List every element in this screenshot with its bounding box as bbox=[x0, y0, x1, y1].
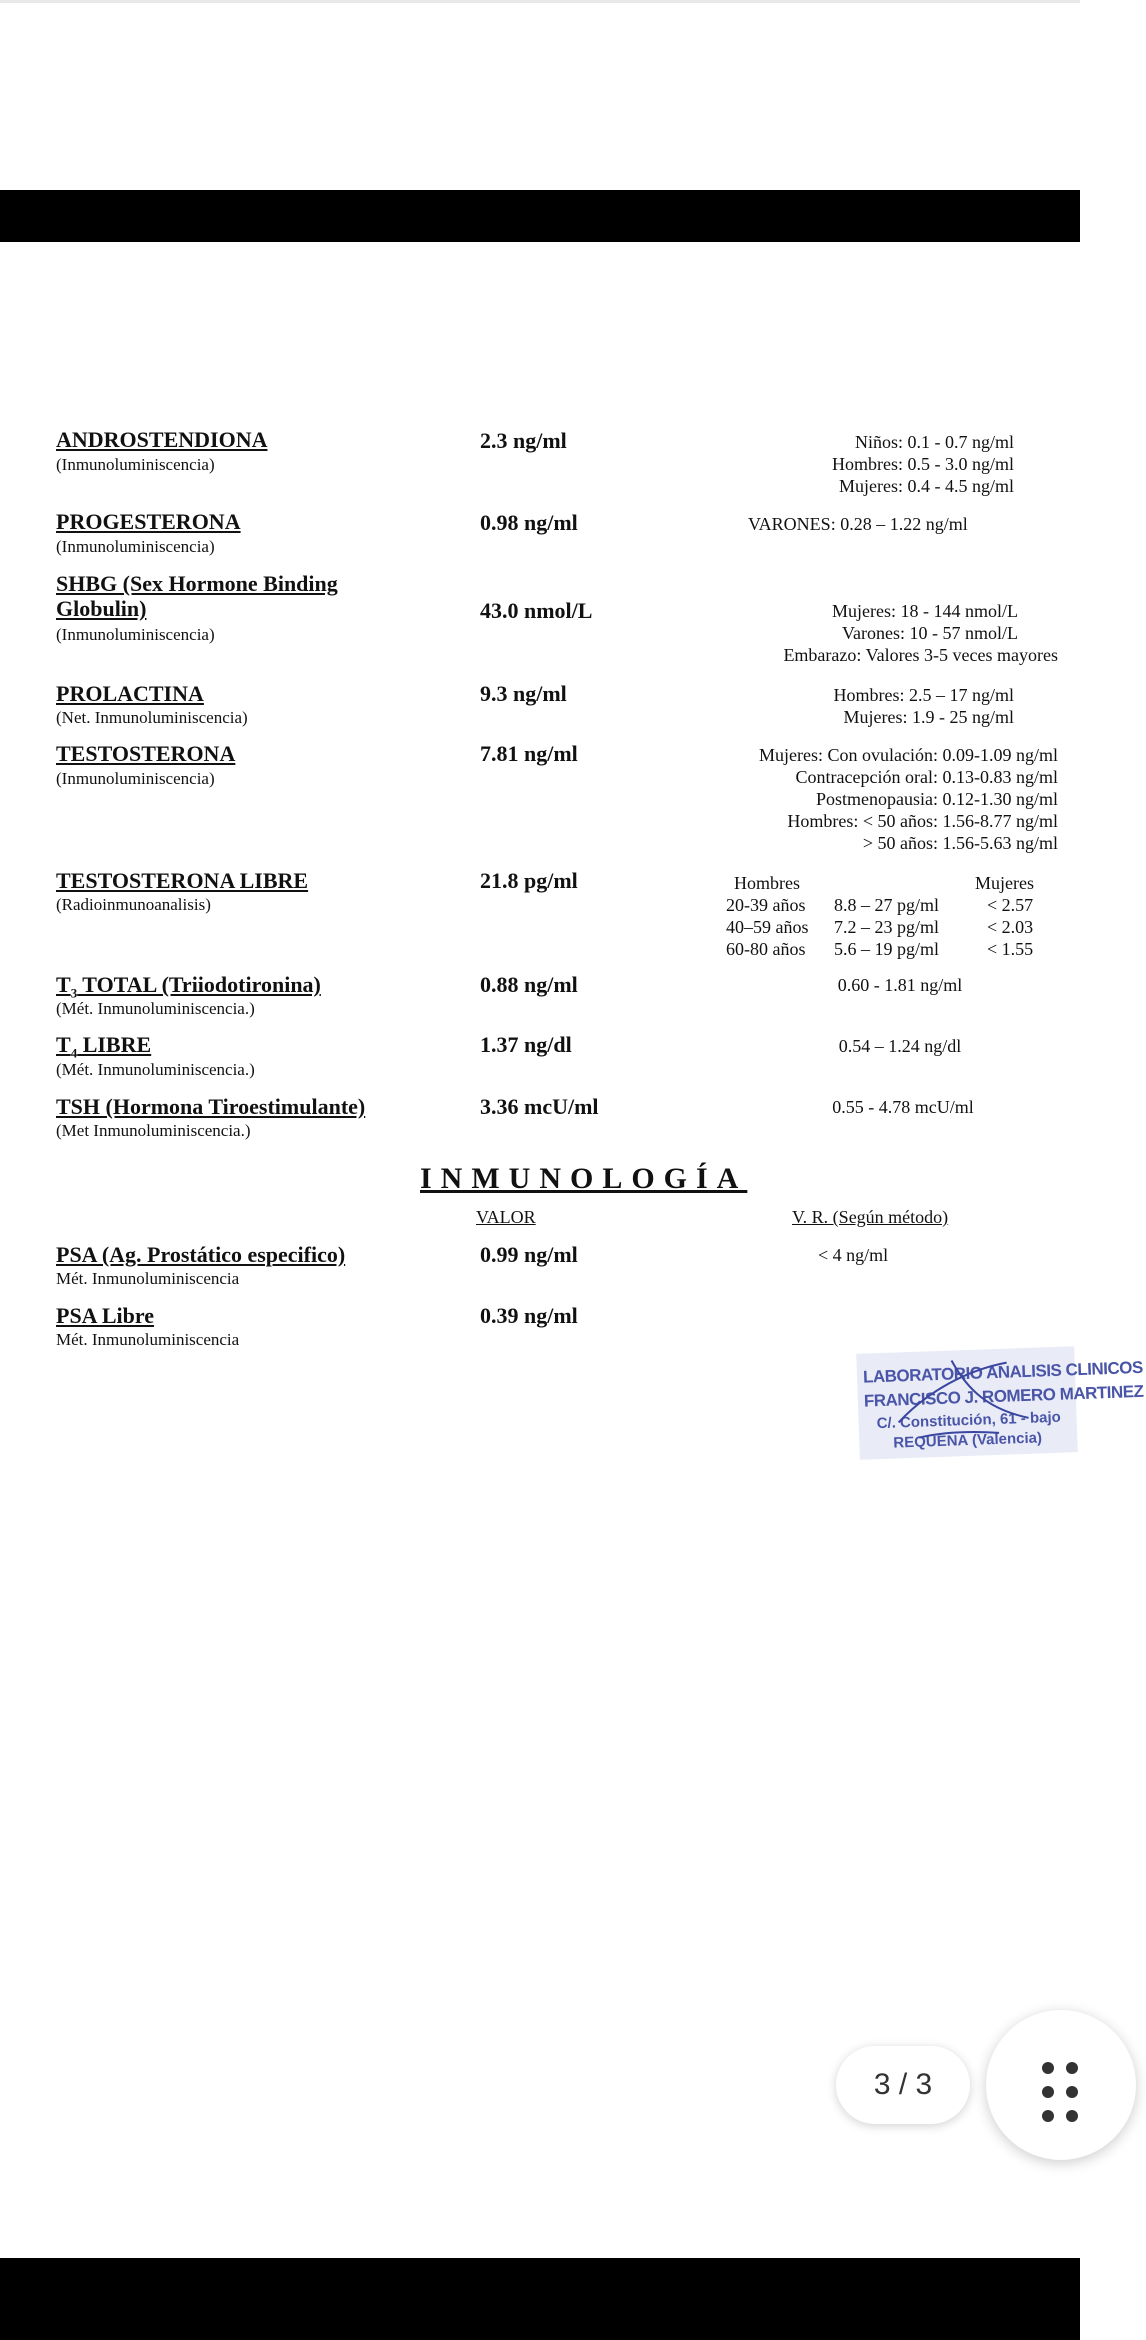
column-header-valor: VALOR bbox=[476, 1207, 536, 1227]
test-value: 0.39 ng/ml bbox=[480, 1303, 578, 1328]
ref-men-column: 8.8 – 27 pg/ml 7.2 – 23 pg/ml 5.6 – 19 pg/ml bbox=[834, 895, 940, 959]
test-method: (Mét. Inmunoluminiscencia.) bbox=[56, 999, 255, 1018]
reference-range: Mujeres: 18 - 144 nmol/L Varones: 10 - 57 nmol/L Embarazo: Valores 3-5 veces mayores bbox=[783, 601, 1058, 665]
top-black-bar bbox=[0, 190, 1080, 242]
test-value: 0.99 ng/ml bbox=[480, 1242, 578, 1267]
menu-button[interactable] bbox=[986, 2010, 1136, 2160]
test-name-progesterona: PROGESTERONA bbox=[56, 509, 241, 534]
column-header-vr: V. R. (Según método) bbox=[792, 1207, 949, 1227]
test-value: 7.81 ng/ml bbox=[480, 741, 578, 766]
laboratory-stamp: LABORATORIO ANALISIS CLINICOS FRANCISCO J. ROMERO MARTINEZ C/. Constitución, 61 - bajo REQUENA (Valencia) bbox=[856, 1346, 1078, 1460]
test-name-shbg: SHBG (Sex Hormone Binding Globulin) bbox=[56, 571, 338, 621]
ref-women-column: < 2.57 < 2.03 < 1.55 bbox=[987, 895, 1034, 959]
reference-range: 0.54 – 1.24 ng/dl bbox=[838, 1036, 962, 1056]
test-value: 2.3 ng/ml bbox=[480, 428, 567, 453]
test-value: 9.3 ng/ml bbox=[480, 681, 567, 706]
test-value: 43.0 nmol/L bbox=[480, 598, 593, 623]
test-name-prolactina: PROLACTINA bbox=[56, 681, 204, 706]
test-method: (Inmunoluminiscencia) bbox=[56, 537, 215, 556]
test-name-androstendiona: ANDROSTENDIONA bbox=[56, 427, 268, 452]
reference-range: VARONES: 0.28 – 1.22 ng/ml bbox=[748, 514, 968, 534]
test-value: 21.8 pg/ml bbox=[480, 868, 578, 893]
test-method: Mét. Inmunoluminiscencia bbox=[56, 1269, 240, 1288]
test-value: 1.37 ng/dl bbox=[480, 1032, 572, 1057]
grid-dots-icon bbox=[1042, 2062, 1082, 2122]
test-name-testosterona: TESTOSTERONA bbox=[56, 741, 236, 766]
test-method: Mét. Inmunoluminiscencia bbox=[56, 1330, 240, 1349]
reference-range: Mujeres: Con ovulación: 0.09-1.09 ng/ml Contracepción oral: 0.13-0.83 ng/ml Postmenopausia: 0.12-1.30 ng/ml Hombres: < 50 años: 1.56-8.77 ng/ml > 50 años: 1.56-5.63 ng/ml bbox=[759, 745, 1058, 853]
reference-range: Hombres: 2.5 – 17 ng/ml Mujeres: 1.9 - 25 ng/ml bbox=[833, 685, 1014, 727]
reference-range: < 4 ng/ml bbox=[818, 1245, 889, 1265]
test-name-t4-libre: $T_4$ LIBRE bbox=[56, 1032, 152, 1061]
test-name-testosterona-libre: TESTOSTERONA LIBRE bbox=[56, 868, 309, 893]
test-value: 3.36 mcU/ml bbox=[480, 1094, 599, 1119]
test-name-t3-total: $T_3$ TOTAL (Triiodotironina) bbox=[56, 972, 321, 1001]
status-area bbox=[0, 0, 1080, 3]
test-method: (Radioinmunoanalisis) bbox=[56, 895, 211, 914]
test-method: (Mét. Inmunoluminiscencia.) bbox=[56, 1060, 255, 1079]
test-name-tsh: TSH (Hormona Tiroestimulante) bbox=[56, 1094, 366, 1119]
page-indicator[interactable]: 3 / 3 bbox=[836, 2046, 970, 2124]
test-name-psa: PSA (Ag. Prostático especifico) bbox=[56, 1242, 346, 1267]
ref-head-mujeres: Mujeres bbox=[975, 873, 1034, 893]
bottom-black-bar bbox=[0, 2258, 1080, 2340]
ref-age-column: 20-39 años 40–59 años 60-80 años bbox=[726, 895, 809, 959]
test-method: (Inmunoluminiscencia) bbox=[56, 625, 215, 644]
test-value: 0.88 ng/ml bbox=[480, 972, 578, 997]
test-method: (Met Inmunoluminiscencia.) bbox=[56, 1121, 251, 1140]
signature-icon bbox=[856, 1346, 1078, 1460]
section-title-inmunologia: INMUNOLOGÍA bbox=[420, 1162, 748, 1195]
test-value: 0.98 ng/ml bbox=[480, 510, 578, 535]
test-method: (Inmunoluminiscencia) bbox=[56, 769, 215, 788]
reference-range: Niños: 0.1 - 0.7 ng/ml Hombres: 0.5 - 3.0 ng/ml Mujeres: 0.4 - 4.5 ng/ml bbox=[832, 432, 1014, 496]
test-name-psa-libre: PSA Libre bbox=[56, 1303, 155, 1328]
ref-head-hombres: Hombres bbox=[734, 873, 800, 893]
test-method: (Net. Inmunoluminiscencia) bbox=[56, 708, 248, 727]
test-method: (Inmunoluminiscencia) bbox=[56, 455, 215, 474]
reference-range: 0.55 - 4.78 mcU/ml bbox=[832, 1097, 974, 1117]
reference-range: 0.60 - 1.81 ng/ml bbox=[837, 975, 963, 995]
